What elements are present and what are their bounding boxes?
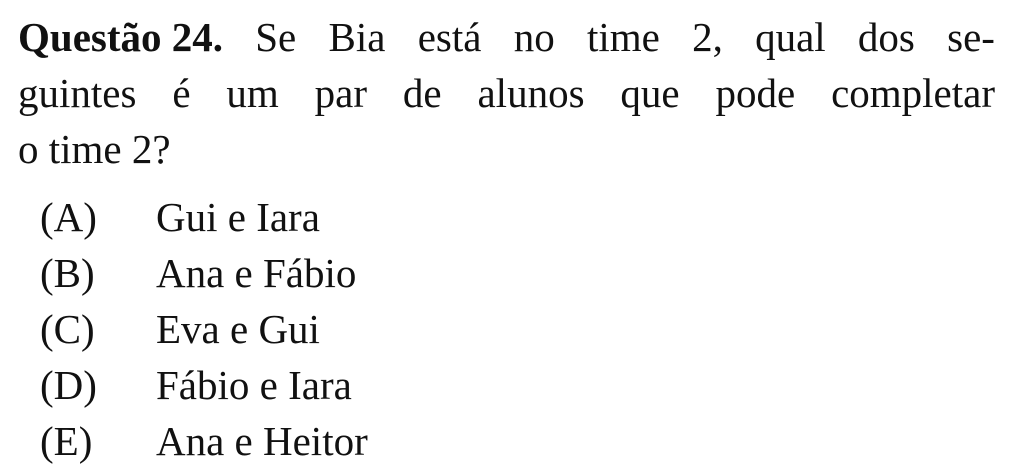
option-text: Fábio e Iara: [156, 362, 352, 408]
q2-word: que: [620, 70, 680, 116]
option-text: Gui e Iara: [156, 194, 320, 240]
option-text: Ana e Heitor: [156, 418, 368, 464]
q1-word: se-: [947, 14, 995, 60]
question-line-2: [18, 68, 995, 118]
option-letter: (C): [40, 306, 95, 352]
question-line-3: o time 2?: [18, 126, 171, 172]
q1-word: time: [586, 14, 660, 60]
option-letter: (D): [40, 362, 97, 408]
q1-word: dos: [857, 14, 915, 60]
option-letter: (B): [40, 250, 95, 296]
option-text: Eva e Gui: [156, 306, 320, 352]
q1-word: qual: [755, 14, 826, 60]
option-letter: (A): [40, 194, 97, 240]
q2-word: par: [314, 70, 368, 116]
q1-word: Bia: [328, 14, 386, 60]
q2-word: guintes: [18, 70, 137, 116]
question-line-1: [18, 12, 995, 62]
q2-word: pode: [715, 70, 796, 116]
question-label: Questão 24.: [18, 14, 223, 60]
q2-word: alunos: [477, 70, 585, 116]
q1-word: Se: [255, 14, 297, 60]
q1-word: 2,: [692, 14, 723, 60]
q1-word: no: [513, 14, 555, 60]
option-letter: (E): [40, 418, 93, 464]
q2-word: de: [402, 70, 442, 116]
option-text: Ana e Fábio: [156, 250, 357, 296]
q2-word: completar: [831, 70, 995, 116]
q1-word: está: [417, 14, 482, 60]
q2-word: é: [172, 70, 191, 116]
q2-word: um: [226, 70, 279, 116]
